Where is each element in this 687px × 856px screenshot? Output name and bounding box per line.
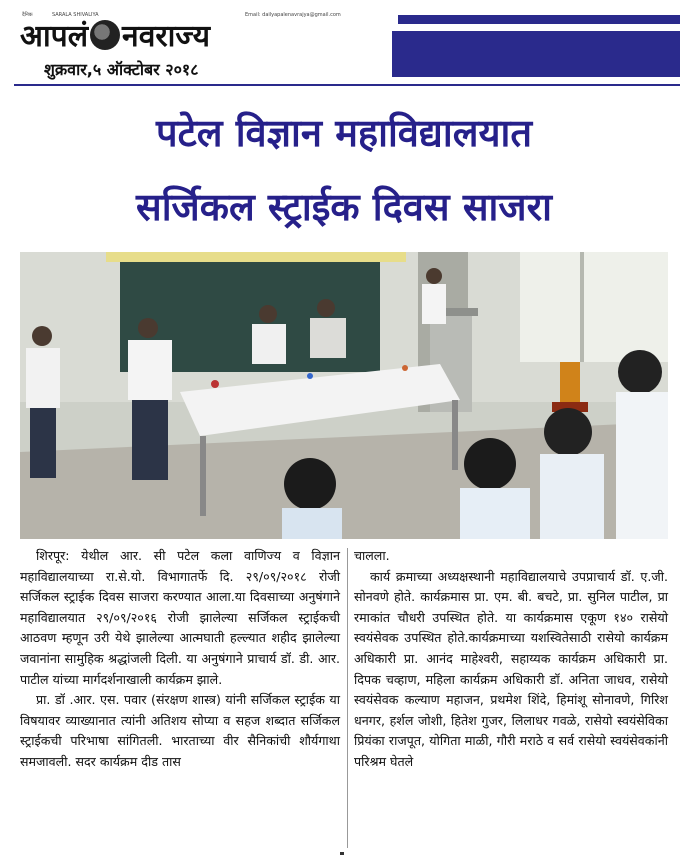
article-paragraph: कार्य क्रमाच्या अध्यक्षस्थानी महाविद्यालयाचे उपप्राचार्य डॉ. ए.जी. सोनवणे होते. कार्यक्रमास प्रा. एम. बी. बचटे, प्रा. सुनिल पाटील, प्रा रमाकांत चौधरी उपस्थित होते. या कार्यक्रमास एकूण १४० रासेयो स्वयंसेवक उपस्थित होते.कार्यक्रमाच्या यशस्वितेसाठी रासेयो कार्यक्रम अधिकारी प्रा. आनंद माहेश्वरी, सहाय्यक कार्यक्रम अधिकारी प्रा. दिपक चव्हाण, महिला कार्यक्रम अधिकारी डॉ. अनिता जाधव, रासेयो स्वयंसेवक कल्याण महाजन, प्रथमेश शिंदे, हिमांशू सोनावणे, गिरिश धनगर, हर्शल जोशी, हितेश गुजर, लिलाधर गवळे, रासेयो स्वयंसेविका प्रियंका राजपूत, योगिता माळी, गौरी मराठे व सर्व रासेयो स्वयंसेवकांनी परिश्रम घेतले xyxy=(354,568,668,769)
event-photo-illustration xyxy=(20,252,668,539)
article-column-1 xyxy=(20,546,340,773)
masthead-bar-thick xyxy=(392,31,680,77)
dateline: शुक्रवार,५ ऑक्टोबर २०१८ xyxy=(44,60,199,79)
event-photo xyxy=(20,252,668,539)
masthead-rule xyxy=(14,84,680,86)
masthead xyxy=(0,0,687,88)
masthead-small-label-2: SARALA SHIVALIYA xyxy=(52,12,99,18)
masthead-email: Email: dailyapalenavrajya@gmail.com xyxy=(245,12,341,18)
article-paragraph: चालला. xyxy=(354,548,390,563)
newspaper-name-part1: आपलं xyxy=(20,19,89,54)
headline-line-1: पटेल विज्ञान महाविद्यालयात xyxy=(155,111,533,155)
page-mark xyxy=(340,852,344,855)
newspaper-name-part2: नवराज्य xyxy=(122,19,210,54)
headline-line-2: सर्जिकल स्ट्राईक दिवस साजरा xyxy=(136,185,552,229)
column-divider xyxy=(347,548,348,848)
newspaper-name xyxy=(20,19,210,55)
article-body xyxy=(20,546,668,852)
masthead-small-label: दैनिक xyxy=(22,12,33,18)
article-column-2 xyxy=(354,546,668,773)
article-paragraph: प्रा. डॉ .आर. एस. पवार (संरक्षण शास्त्र) यांनी सर्जिकल स्ट्राईक या विषयावर व्याख्यानात त्यांनी अतिशय सोप्या व सहज शब्दात सर्जिकल स्ट्राईकची परिभाषा सांगितली. भारताच्या वीर सैनिकांची शौर्यगाथा समजावली. सदर कार्यक्रम दीड तास xyxy=(20,692,340,769)
masthead-bar-thin xyxy=(398,15,680,24)
article-paragraph: शिरपूर: येथील आर. सी पटेल कला वाणिज्य व विज्ञान महाविद्यालयाच्या रा.से.यो. विभागातर्फे दि. २९/०९/२०१८ रोजी सर्जिकल स्ट्राईक दिवस साजरा करण्यात आला.या दिवसाच्या अनुषंगाने महाविद्यालयात २९/०९/२०१६ रोजी झालेल्या सर्जिकल स्ट्राईकची आठवण म्हणून उरी येथे झालेल्या आत्मघाती हल्ल्यात शहीद झालेल्या जवानांना सामुहिक श्रद्धांजली दिली. या अनुषंगाने प्राचार्य डॉ. डी. आर. पाटील यांच्या मार्गदर्शनाखाली कार्यक्रम झाले. xyxy=(20,548,340,687)
globe-icon xyxy=(90,20,120,50)
